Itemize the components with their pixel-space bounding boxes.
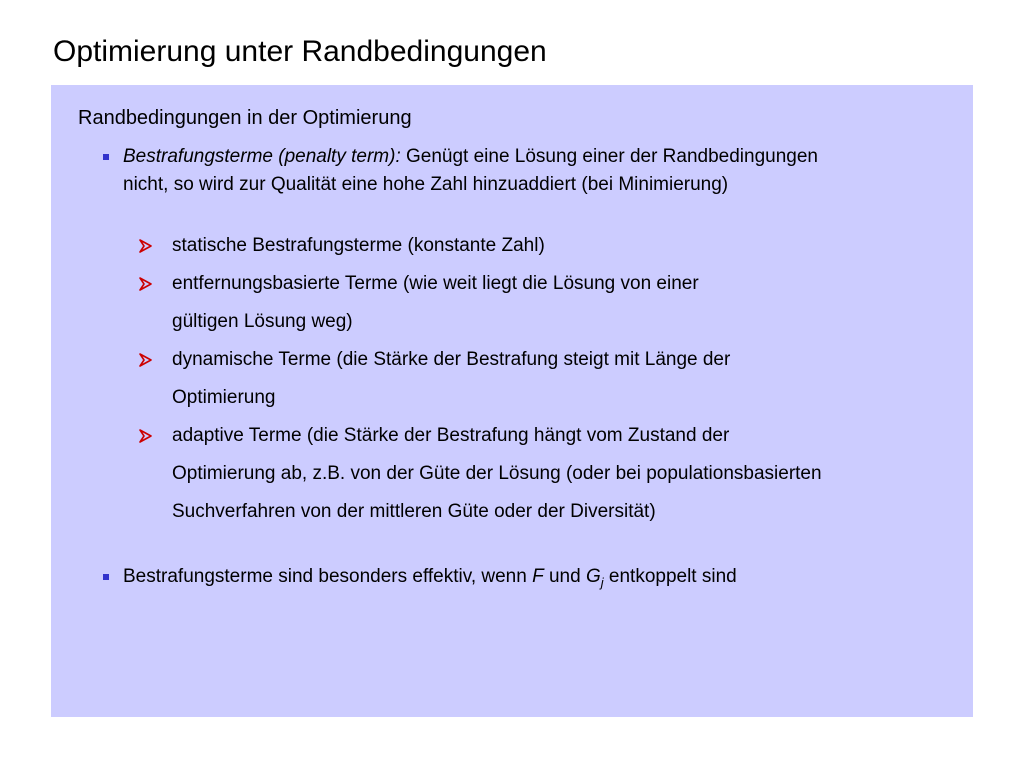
sub-item-line: dynamische Terme (die Stärke der Bestrafung steigt mit Länge der (172, 349, 731, 370)
sub-item-dynamic (139, 341, 959, 417)
sub-item-static-text (172, 227, 962, 265)
bullet-penalty-term-line-2: nicht, so wird zur Qualität eine hohe Zahl hinzuaddiert (bei Minimierung) (123, 174, 729, 195)
sub-item-line: Suchverfahren von der mittleren Güte oder der Diversität) (172, 501, 656, 522)
arrow-bullet-icon (139, 353, 152, 367)
arrow-bullet-icon (139, 429, 152, 443)
sub-item-line: adaptive Terme (die Stärke der Bestrafung hängt vom Zustand der (172, 425, 730, 446)
arrow-bullet-icon (139, 277, 152, 291)
bullet-effectiveness (103, 563, 963, 593)
variable-f: F (532, 566, 544, 587)
bullet-penalty-term (103, 143, 963, 203)
sub-item-line: entfernungsbasierte Terme (wie weit liegt die Lösung von einer (172, 273, 699, 294)
variable-g: G (585, 566, 601, 587)
box-heading: Randbedingungen in der Optimierung (78, 107, 412, 129)
penalty-term-description: Genügt eine Lösung einer der Randbedingungen (400, 146, 818, 167)
bullet-effectiveness-text (123, 563, 737, 597)
arrow-bullet-icon (139, 239, 152, 253)
square-bullet-icon (103, 154, 109, 160)
sub-item-static (139, 227, 959, 265)
sub-item-line: Optimierung ab, z.B. von der Güte der Lösung (oder bei populationsbasierten (172, 463, 822, 484)
sub-item-adaptive-text (172, 417, 962, 531)
sub-item-dynamic-text (172, 341, 962, 417)
slide-title: Optimierung unter Randbedingungen (53, 35, 547, 68)
effectiveness-text-end: entkoppelt sind (603, 566, 737, 587)
sub-item-distance (139, 265, 959, 341)
effectiveness-text-mid: und (543, 566, 586, 587)
sub-item-adaptive (139, 417, 959, 531)
sub-item-line: Optimierung (172, 387, 276, 408)
sub-item-line: statische Bestrafungsterme (konstante Zahl) (172, 235, 545, 256)
effectiveness-text-start: Bestrafungsterme sind besonders effektiv, wenn (123, 566, 533, 587)
content-box (51, 85, 973, 717)
penalty-term-label: Bestrafungsterme (penalty term): (123, 146, 401, 167)
bullet-penalty-term-text (123, 143, 963, 199)
sub-item-distance-text (172, 265, 962, 341)
square-bullet-icon (103, 574, 109, 580)
sub-item-line: gültigen Lösung weg) (172, 311, 353, 332)
variable-g-subscript: j (600, 575, 604, 590)
bullet-penalty-term-line-1 (123, 143, 963, 171)
